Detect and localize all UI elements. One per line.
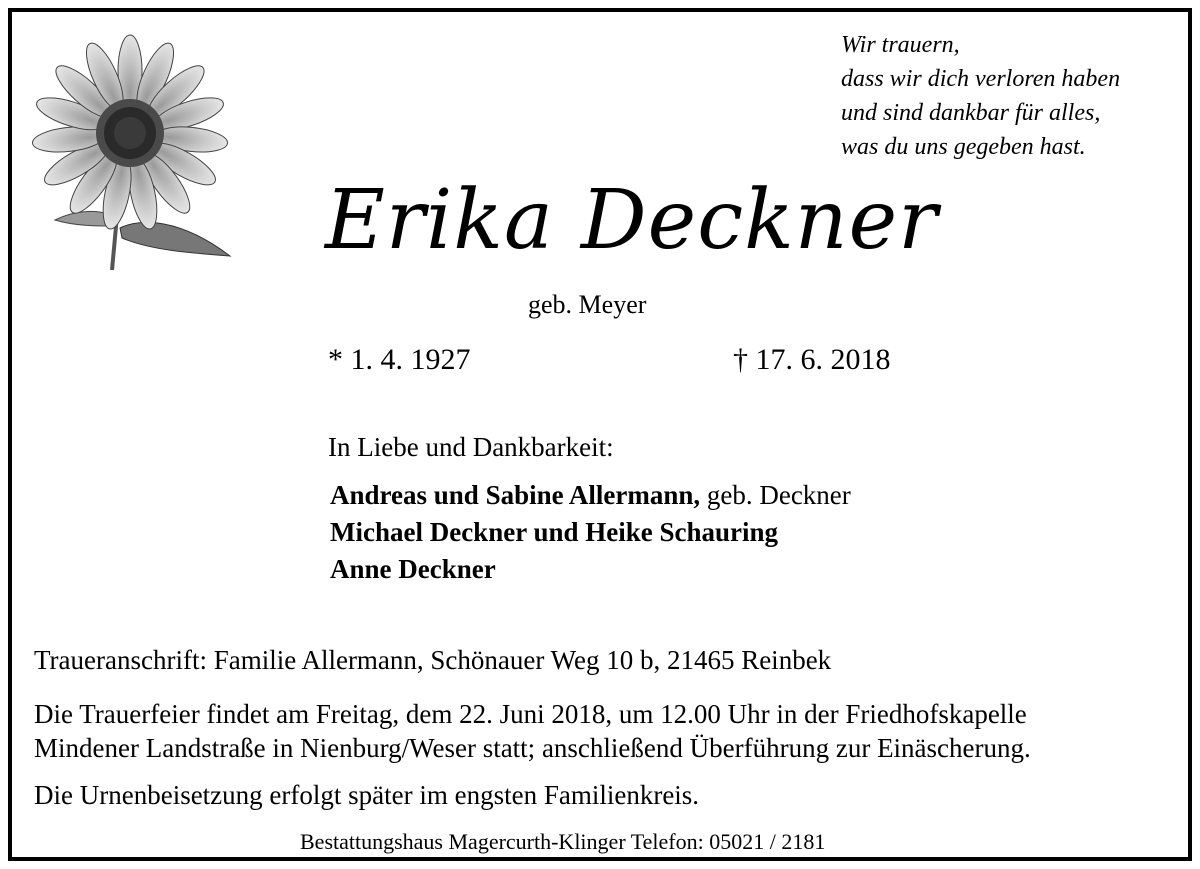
service-line: Die Trauerfeier findet am Freitag, dem 22. Juni 2018, um 12.00 Uhr in der Friedhofskapelle [34, 699, 1027, 729]
deceased-name: Erika Deckner [325, 173, 939, 268]
mourner-line [330, 551, 851, 588]
birth-date: * 1. 4. 1927 [328, 343, 471, 376]
mourners-intro: In Liebe und Dankbarkeit: [328, 432, 614, 462]
service-line: Mindener Landstraße in Nienburg/Weser statt; anschließend Überführung zur Einäscherung. [34, 733, 1031, 763]
poem-line: Wir trauern, [841, 32, 960, 58]
sunflower-icon [30, 28, 240, 273]
mourner-name: Andreas und Sabine Allermann, [330, 480, 701, 510]
death-date: † 17. 6. 2018 [733, 343, 891, 376]
funeral-service-info [34, 697, 1031, 765]
mourning-address: Traueranschrift: Familie Allermann, Schönauer Weg 10 b, 21465 Reinbek [34, 645, 832, 675]
mourner-name: Anne Deckner [330, 554, 496, 584]
mourner-line [330, 477, 851, 514]
poem-line: dass wir dich verloren haben [841, 66, 1121, 92]
mourner-name: Michael Deckner und Heike Schauring [330, 517, 779, 547]
mourners-list [330, 477, 851, 588]
mourner-line [330, 514, 851, 551]
urn-burial-info: Die Urnenbeisetzung erfolgt später im engsten Familienkreis. [34, 780, 700, 810]
maiden-name: geb. Meyer [528, 290, 647, 319]
poem-line: was du uns gegeben hast. [841, 134, 1086, 160]
mourner-note: geb. Deckner [700, 480, 851, 510]
funeral-home-footer: Bestattungshaus Magercurth-Klinger Telefon: 05021 / 2181 [300, 829, 826, 854]
poem-line: und sind dankbar für alles, [841, 100, 1101, 126]
poem [841, 28, 1120, 164]
